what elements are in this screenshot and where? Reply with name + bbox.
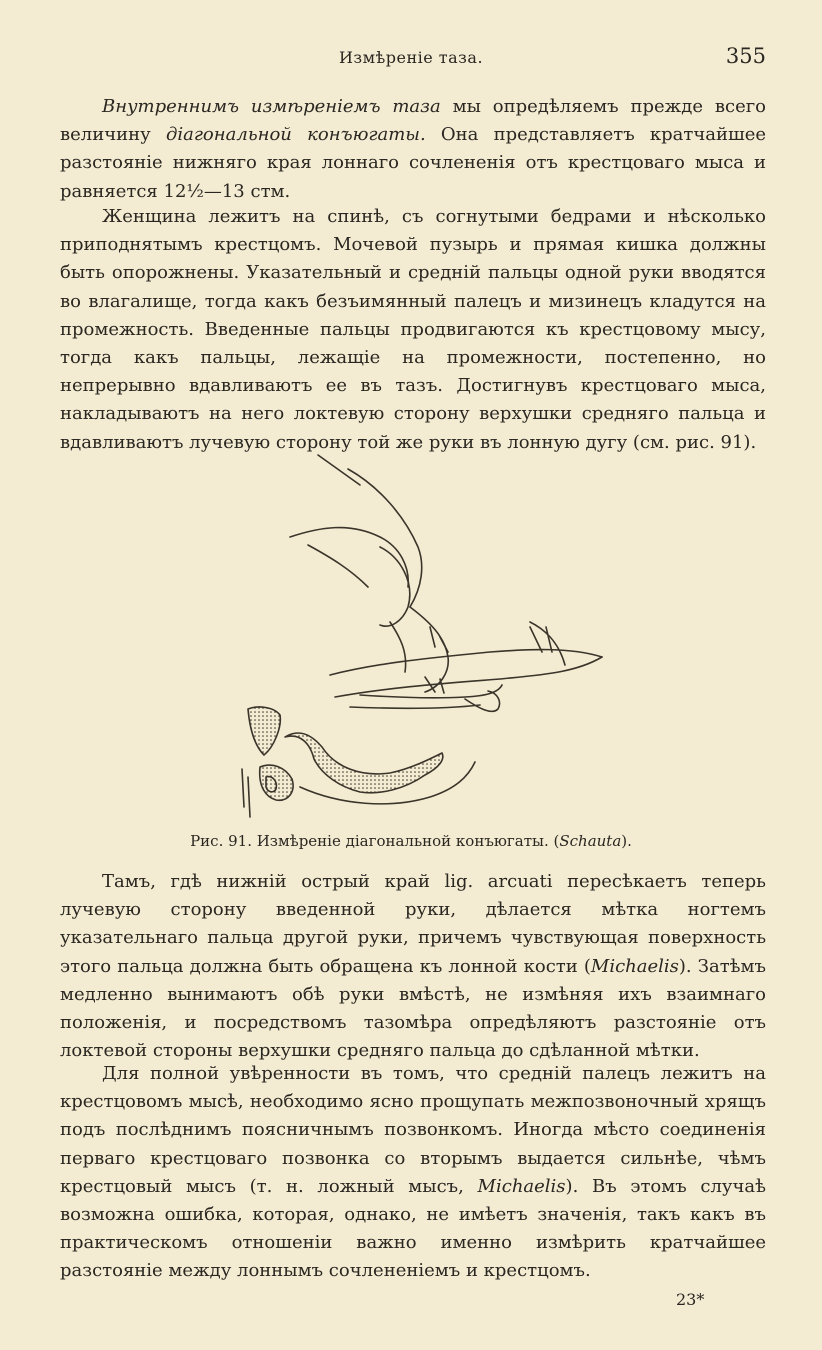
running-head (0, 44, 822, 74)
figure-caption-suffix: ). (621, 832, 632, 850)
running-head-title: Измѣреніе таза. (338, 48, 484, 67)
figure-caption-author: Schauta (559, 832, 622, 850)
paragraph-3-author: Michaelis (590, 955, 679, 977)
paragraph-1 (60, 93, 766, 206)
figure-caption-prefix: Рис. 91. Измѣреніе діагональной конъюгаты. ( (190, 832, 560, 850)
paragraph-1-term: діагональной конъюгаты. (165, 124, 426, 146)
paragraph-1-text-c: Она представляетъ кратчайшее разстояніе нижняго края лоннаго сочлененія отъ крестцоваго мыса и равняется 12½—13 стм. (60, 124, 766, 202)
figure-caption (0, 832, 822, 850)
paragraph-2 (60, 203, 766, 457)
paragraph-3-text-a: Тамъ, гдѣ нижній острый край lig. arcuati пересѣкаетъ теперь лучевую сторону введенной руки, дѣлается мѣтка ногтемъ указательнаго пальца другой руки, причемъ чувствующая поверхность этого пальца должна быть обращена къ лонной кости ( (60, 871, 766, 977)
page-number: 355 (725, 44, 766, 68)
paragraph-4-text-c: ). Въ этомъ случаѣ возможна ошибка, которая, однако, не имѣетъ значенія, такъ какъ въ практическомъ отношеніи важно именно измѣрить кратчайшее разстояніе между лоннымъ сочлененіемъ и крестцомъ. (60, 1175, 766, 1282)
paragraph-3-text-c: ). Затѣмъ медленно вынимаютъ обѣ руки вмѣстѣ, не измѣняя ихъ взаимнаго положенія, и посредствомъ тазомѣра опредѣляютъ разстояніе отъ локтевой стороны верхушки средняго пальца до сдѣланной мѣтки. (60, 955, 766, 1062)
paragraph-2-text: Женщина лежитъ на спинѣ, съ согнутыми бедрами и нѣсколько приподнятымъ крестцомъ. Мочевой пузырь и прямая кишка должны быть опорожнены. Указательный и средній пальцы одной руки вводятся во влагалище, тогда какъ безъимянный палецъ и мизинецъ кладутся на промежность. Введенные пальцы продвигаются къ крестцовому мысу, тогда какъ пальцы, лежащіе на промежности, постепенно, но непрерывно вдавливаютъ ее въ тазъ. Достигнувъ крестцоваго мыса, накладываютъ на него локтевую сторону верхушки средняго пальца и вдавливаютъ лучевую сторону той же руки въ лонную дугу (см. рис. 91). (60, 206, 766, 453)
paragraph-4-author: Michaelis (477, 1175, 566, 1197)
paragraph-3 (60, 868, 766, 1065)
figure-91-illustration (230, 447, 630, 827)
paragraph-1-lead: Внутреннимъ измѣреніемъ таза (102, 96, 441, 117)
paragraph-4-text-a: Для полной увѣренности въ томъ, что средній палецъ лежитъ на крестцовомъ мысѣ, необходимо ясно прощупать межпозвоночный хрящъ подъ послѣднимъ поясничнымъ позвонкомъ. Иногда мѣсто соединенія перваго крестцоваго позвонка со вторымъ выдается сильнѣе, чѣмъ крестцовый мысъ (т. н. ложный мысъ, (60, 1063, 766, 1197)
signature-mark: 23* (676, 1290, 705, 1309)
paragraph-1-text-a: мы опредѣляемъ прежде всего величину (60, 96, 766, 146)
paragraph-4 (60, 1060, 766, 1286)
